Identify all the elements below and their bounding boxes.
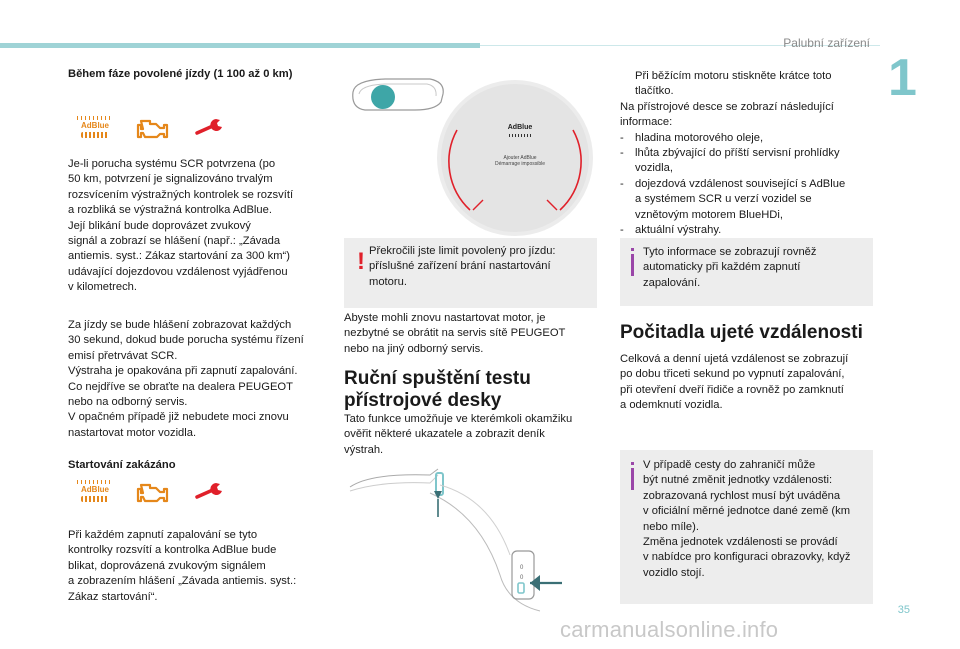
section-title-odometers: Počitadla ujeté vzdálenosti (620, 322, 863, 343)
section-title-manual-test: Ruční spuštění testu přístrojové desky (344, 368, 531, 411)
heading-start-prohibited: Startování zakázáno (68, 459, 176, 471)
adblue-lamp-icon: AdBlue (75, 116, 115, 140)
dashboard-button-illustration (340, 465, 600, 615)
page-number: 35 (897, 604, 910, 616)
watermark: carmanualsonline.info (560, 617, 779, 642)
section-title: Palubní zařízení (783, 36, 870, 50)
info-box-units: V případě cesty do zahraničí může být nutné změnit jednotky vzdálenosti: zobrazovaná rychlost musí být uváděna v oficiální měrné jednotce dané země (km nebo míle). Změna jednotek vzdálenosti se provádí v nabídce pro konfiguraci obrazovky, když vozidlo stojí. (620, 450, 873, 604)
paragraph-manual-test: Tato funkce umožňuje ve kterémkoli okamžiku ověřit některé ukazatele a zobrazit deník výstrah. (344, 413, 573, 456)
engine-lamp-icon (135, 480, 171, 504)
wrench-lamp-icon (191, 116, 227, 140)
warning-lamps-row-1 (75, 116, 227, 140)
paragraph-press-button: Při běžícím motoru stiskněte krátce toto tlačítko. Na přístrojové desce se zobrazí následující informace: - hladina motorového oleje, - lhůta zbývající do příští servisní prohlídky vozidla, - dojezdová vzdálenost související s AdBlue a systémem SCR u verzí vozidel se vznětovým motorem BlueHDi, - aktuální výstrahy. (620, 70, 846, 237)
paragraph-scr-confirmed: Je-li porucha systému SCR potvrzena (po 50 km, potvrzení je signalizováno trvalým rozsvícením výstražných kontrolek se rozsvítí a rozbliká se výstražná kontrolka AdBlue. Její blikání bude doprovázet zvukový signál a zobrazí se hlášení (např.: „Závada antiemis. syst.: Zákaz startování za 300 km“) udávající dojezdovou vzdálenost vyjádřenou v kilometrech. (68, 158, 294, 294)
warning-lamps-row-2 (75, 480, 227, 504)
adblue-lamp-icon: AdBlue (75, 480, 115, 504)
warning-exclamation-icon: ! (357, 248, 365, 275)
engine-lamp-icon (135, 116, 171, 140)
dial-adblue-icon (509, 134, 531, 137)
info-icon (631, 468, 634, 490)
dial-adblue-label: AdBlue (507, 124, 533, 131)
chapter-number: 1 (888, 49, 917, 107)
svg-text:0: 0 (520, 575, 524, 581)
info-icon (631, 254, 634, 276)
dial-message: Ajouter AdBlue Démarrage impossible (494, 155, 546, 167)
header-accent-bar (0, 43, 480, 48)
warning-box: ! Překročili jste limit povolený pro jízdu: příslušné zařízení brání nastartování motoru. (344, 238, 597, 308)
paragraph-restart-service: Abyste mohli znovu nastartovat motor, je nezbytné se obrátit na servis sítě PEUGEOT nebo na jiný odborný servis. (344, 312, 566, 355)
paragraph-repeat-message: Za jízdy se bude hlášení zobrazovat každých 30 sekund, dokud bude porucha systému řízení emisí přetrvávat SCR. Výstraha je opakována při zapnutí zapalování. Co nejdříve se obraťte na dealera PEUGEOT nebo na odborný servis. V opačném případě již nebudete moci znovu nastartovat motor vozidla. (68, 319, 304, 439)
info-box-auto-display: Tyto informace se zobrazují rovněž automaticky při každém zapnutí zapalování. (620, 238, 873, 306)
paragraph-odometers: Celková a denní ujetá vzdálenost se zobrazují po dobu třiceti sekund po vypnutí zapalování, při otevření dveří řidiče a rovněž po zamknutí a odemknutí vozidla. (620, 353, 849, 412)
wrench-lamp-icon (191, 480, 227, 504)
svg-text:0: 0 (520, 565, 524, 571)
heading-permitted-driving: Během fáze povolené jízdy (1 100 až 0 km) (68, 68, 293, 80)
paragraph-start-prohibited: Při každém zapnutí zapalování se tyto kontrolky rozsvítí a kontrolka AdBlue bude blikat, doprovázená zvukovým signálem a zobrazením hlášení „Závada antiemis. syst.: Zákaz startování“. (68, 529, 297, 603)
